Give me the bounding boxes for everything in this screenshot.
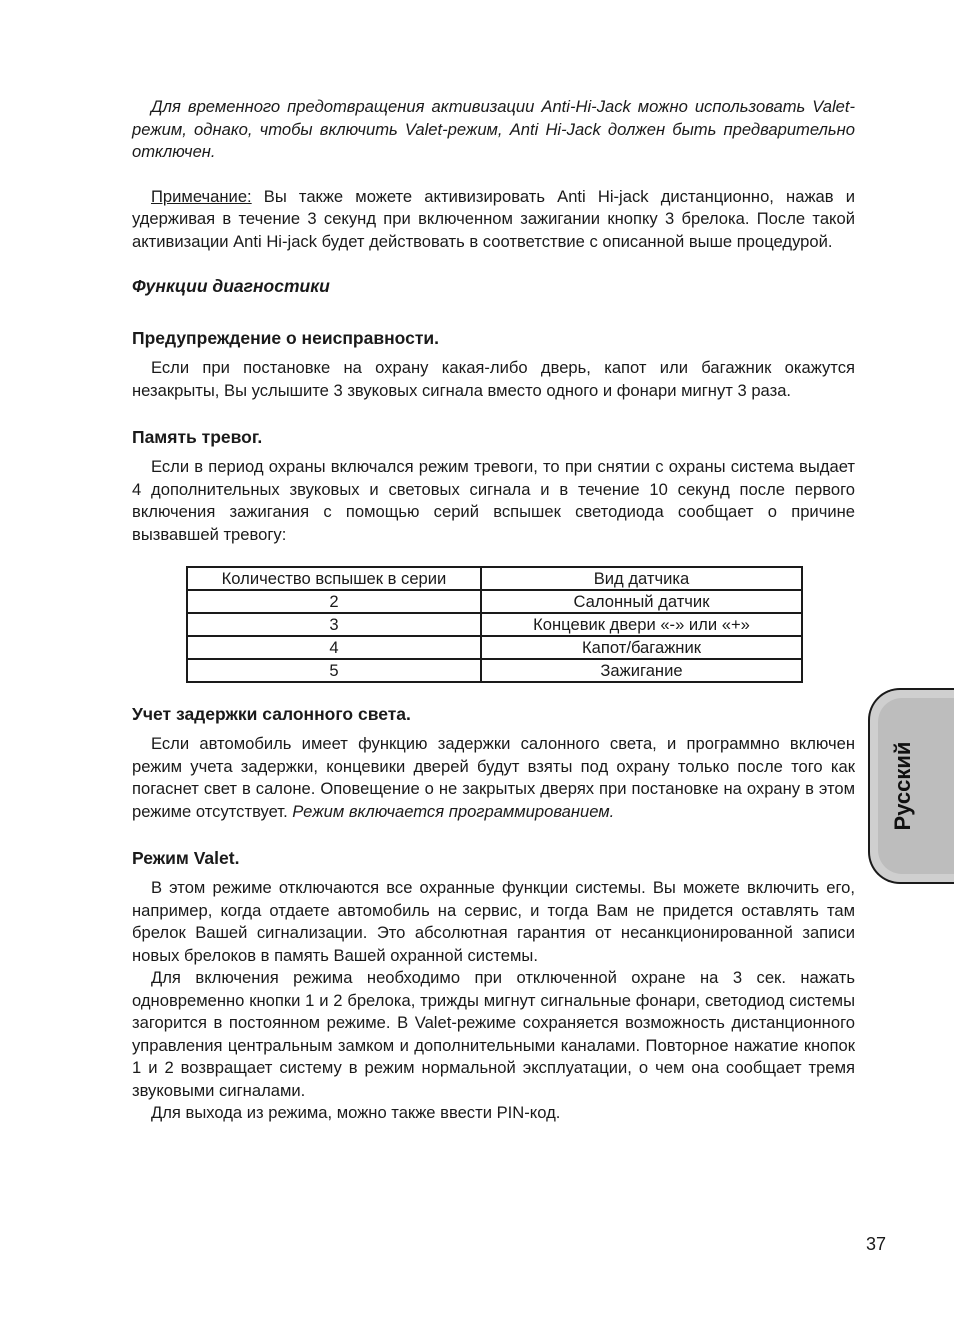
table-cell: Салонный датчик xyxy=(481,590,802,613)
section-heading-diagnostics: Функции диагностики xyxy=(132,276,330,296)
note-label: Примечание: xyxy=(151,186,252,206)
valet-paragraph-1: В этом режиме отключаются все охранные функции системы. Вы можете включить его, например, когда отдаете автомобиль на сервис, и тогда Вам не придется оставлять там брелок Вашей сигнализации. Это абсолютная гарантия от несанкционированной записи новых брелоков в память Вашей охранной системы. xyxy=(132,878,855,965)
table-header-cell: Вид датчика xyxy=(481,567,802,590)
flash-code-table xyxy=(186,566,803,683)
table-cell: 2 xyxy=(187,590,481,613)
table-row xyxy=(187,636,802,659)
table-cell: 3 xyxy=(187,613,481,636)
light-delay-italic: Режим включается программированием. xyxy=(292,801,615,821)
light-delay-text: Если автомобиль имеет функцию задержки салонного света, и программно включен режим учета задержки, концевики дверей будут взяты под охрану только после того как погаснет свет в салоне. Оповещение о не закрытых дверях при постановке на охрану в этом режиме отсутствует. xyxy=(132,734,855,821)
language-tab-label: Русский xyxy=(890,741,915,831)
alarm-memory-paragraph: Если в период охраны включался режим тревоги, то при снятии с охраны система выдает 4 дополнительных звуковых и световых сигнала и в течение 10 секунд после первого включения зажигания с помощью серий вспышек светодиода сообщает о причине вызвавшей тревогу: xyxy=(132,457,855,544)
note-paragraph xyxy=(132,186,855,254)
table-row xyxy=(187,613,802,636)
table-cell: Капот/багажник xyxy=(481,636,802,659)
page-number: 37 xyxy=(866,1234,887,1254)
valet-paragraph-3: Для выхода из режима, можно также ввести PIN-код. xyxy=(151,1103,561,1122)
fault-paragraph: Если при постановке на охрану какая-либо дверь, капот или багажник окажутся незакрыты, Вы услышите 3 звуковых сигнала вместо одного и фонари мигнут 3 раза. xyxy=(132,358,855,400)
heading-valet-mode: Режим Valet. xyxy=(132,848,240,868)
table-header-cell: Количество вспышек в серии xyxy=(187,567,481,590)
table-row xyxy=(187,659,802,682)
valet-paragraph-2: Для включения режима необходимо при отключенной охране на 3 сек. нажать одновременно кнопки 1 и 2 брелока, трижды мигнут сигнальные фонари, светодиод системы загорится в постоянном режиме. В Valet-режиме сохраняется возможность дистанционного управления центральным замком и дополнительными каналами. Повторное нажатие кнопок 1 и 2 возвращает систему в режим нормальной эксплуатации, о чем она сообщает тремя звуковыми сигналами. xyxy=(132,968,855,1100)
table-row xyxy=(187,590,802,613)
table-header-row xyxy=(187,567,802,590)
light-delay-paragraph xyxy=(132,733,855,823)
heading-alarm-memory: Память тревог. xyxy=(132,427,263,447)
table-cell: 4 xyxy=(187,636,481,659)
note-text: Вы также можете активизировать Anti Hi-jack дистанционно, нажав и удерживая в течение 3 секунд при включенном зажигании кнопку 3 брелока. После такой активизации Anti Hi-jack будет действовать в соответствие с описанной выше процедурой. xyxy=(132,186,855,251)
table-cell: Зажигание xyxy=(481,659,802,682)
intro-paragraph: Для временного предотвращения активизации Anti-Hi-Jack можно использовать Valet-режим, однако, чтобы включить Valet-режим, Anti Hi-Jack должен быть предварительно отключен. xyxy=(132,97,855,161)
table-cell: Концевик двери «-» или «+» xyxy=(481,613,802,636)
heading-fault-warning: Предупреждение о неисправности. xyxy=(132,328,440,348)
page-content xyxy=(132,96,855,1125)
table-cell: 5 xyxy=(187,659,481,682)
heading-light-delay: Учет задержки салонного света. xyxy=(132,704,411,724)
